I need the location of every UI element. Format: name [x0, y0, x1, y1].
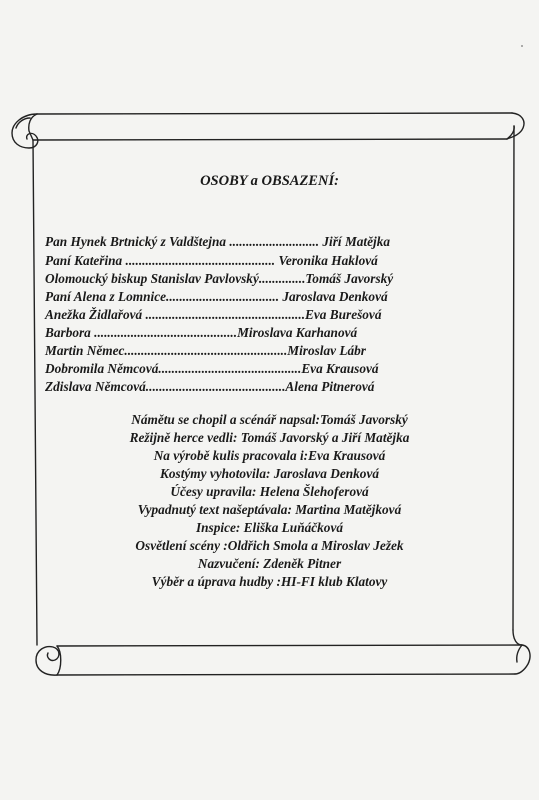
- cast-line: Olomoucký biskup Stanislav Pavlovský..............Tomáš Javorský: [45, 271, 394, 286]
- cast-line: Martin Němec.................................................Miroslav Lábr: [45, 343, 366, 358]
- cast-line: Dobromila Němcová...........................................Eva Krausová: [45, 361, 379, 376]
- credit-line: Účesy upravila: Helena Šlehoferová: [170, 484, 369, 499]
- cast-row: [45, 379, 488, 395]
- cast-row: [45, 307, 488, 323]
- credit-line: Vypadnutý text našeptávala: Martina Matějková: [137, 502, 402, 517]
- credit-line: Režijně herce vedli: Tomáš Javorský a Jiří Matějka: [129, 430, 410, 445]
- cast-row: [45, 289, 488, 305]
- credit-line: Výběr a úprava hudby :HI-FI klub Klatovy: [151, 574, 388, 589]
- credit-line: Námětu se chopil a scénář napsal:Tomáš Javorský: [131, 412, 408, 427]
- cast-line: Pan Hynek Brtnický z Valdštejna ........................... Jiří Matějka: [45, 234, 390, 249]
- cast-row: [45, 234, 488, 250]
- cast-line: Anežka Židlařová ................................................Eva Burešová: [45, 307, 382, 322]
- cast-row: [45, 253, 488, 269]
- cast-row: [45, 271, 488, 287]
- cast-line: Paní Kateřina ............................................. Veronika Haklová: [45, 253, 378, 268]
- cast-row: [45, 361, 488, 377]
- cast-line: Zdislava Němcová..........................................Alena Pitnerová: [45, 379, 375, 394]
- credit-line: Inspice: Eliška Luňáčková: [195, 520, 343, 535]
- credit-line: Na výrobě kulis pracovala i:Eva Krausová: [153, 448, 386, 463]
- cast-title: OSOBY a OBSAZENÍ:: [200, 173, 339, 189]
- credit-line: Nazvučení: Zdeněk Pitner: [197, 556, 342, 571]
- credit-line: Osvětlení scény :Oldřich Smola a Miroslav Ježek: [135, 538, 404, 553]
- cast-line: Barbora ...........................................Miroslava Karhanová: [45, 325, 358, 340]
- cast-row: [45, 325, 488, 341]
- cast-line: Paní Alena z Lomnice.................................. Jaroslava Denková: [45, 289, 388, 304]
- credit-line: Kostýmy vyhotovila: Jaroslava Denková: [160, 466, 379, 481]
- cast-row: [45, 343, 488, 359]
